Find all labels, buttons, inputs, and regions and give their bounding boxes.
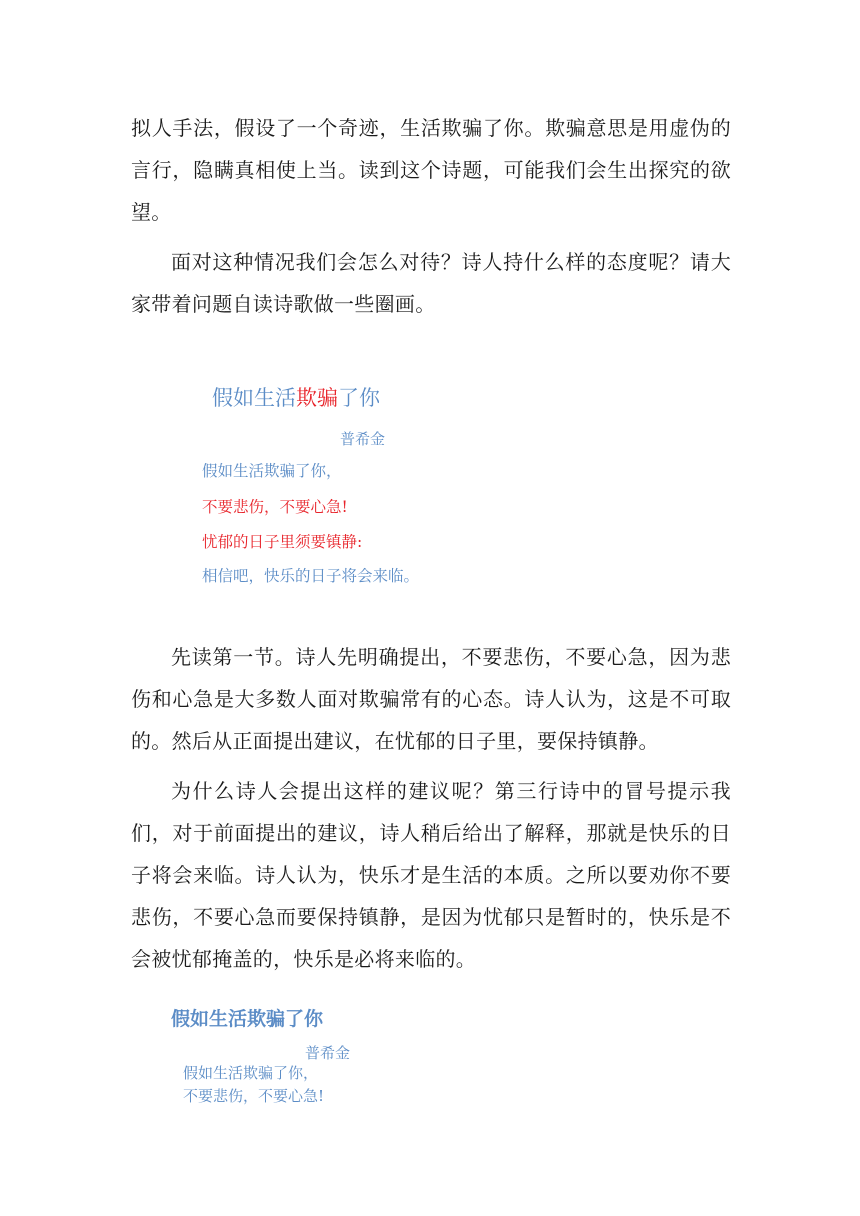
poem-author-2: 普希金 [305,1044,351,1062]
paragraph-analysis-1: 先读第一节。诗人先明确提出，不要悲伤，不要心急，因为悲伤和心急是大多数人面对欺骗常有的心态。诗人认为，这是不可取的。然后从正面提出建议，在忧郁的日子里，要保持镇静。 [131,645,731,753]
poem-line-4: 相信吧，快乐的日子将会来临。 [202,567,420,585]
poem-author: 普希金 [340,430,386,448]
poem2-line-2: 不要悲伤，不要心急! [183,1087,325,1105]
poem-line-2: 不要悲伤，不要心急! [202,498,348,516]
paragraph-analysis-2: 为什么诗人会提出这样的建议呢？第三行诗中的冒号提示我们，对于前面提出的建议，诗人稍后给出了解释，那就是快乐的日子将会来临。诗人认为，快乐才是生活的本质。之所以要劝你不要悲伤，不要心急而要保持镇静，是因为忧郁只是暂时的，快乐是不会被忧郁掩盖的，快乐是必将来临的。 [131,779,731,971]
poem-title-part3: 了你 [338,386,380,410]
poem-line-1: 假如生活欺骗了你， [202,462,342,480]
poem-line-3: 忧郁的日子里须要镇静: [202,533,363,551]
poem-title-part1: 假如生活 [212,386,296,410]
poem-title-bold: 假如生活欺骗了你 [171,1008,324,1030]
paragraph-question: 面对这种情况我们会怎么对待？诗人持什么样的态度呢？请大家带着问题自读诗歌做一些圈画。 [131,250,731,316]
poem-title-highlight: 欺骗 [296,386,338,410]
poem-title [212,382,380,412]
poem2-line-1: 假如生活欺骗了你， [183,1064,319,1082]
paragraph-intro: 拟人手法，假设了一个奇迹，生活欺骗了你。欺骗意思是用虚伪的言行，隐瞒真相使上当。读到这个诗题，可能我们会生出探究的欲望。 [131,116,731,224]
